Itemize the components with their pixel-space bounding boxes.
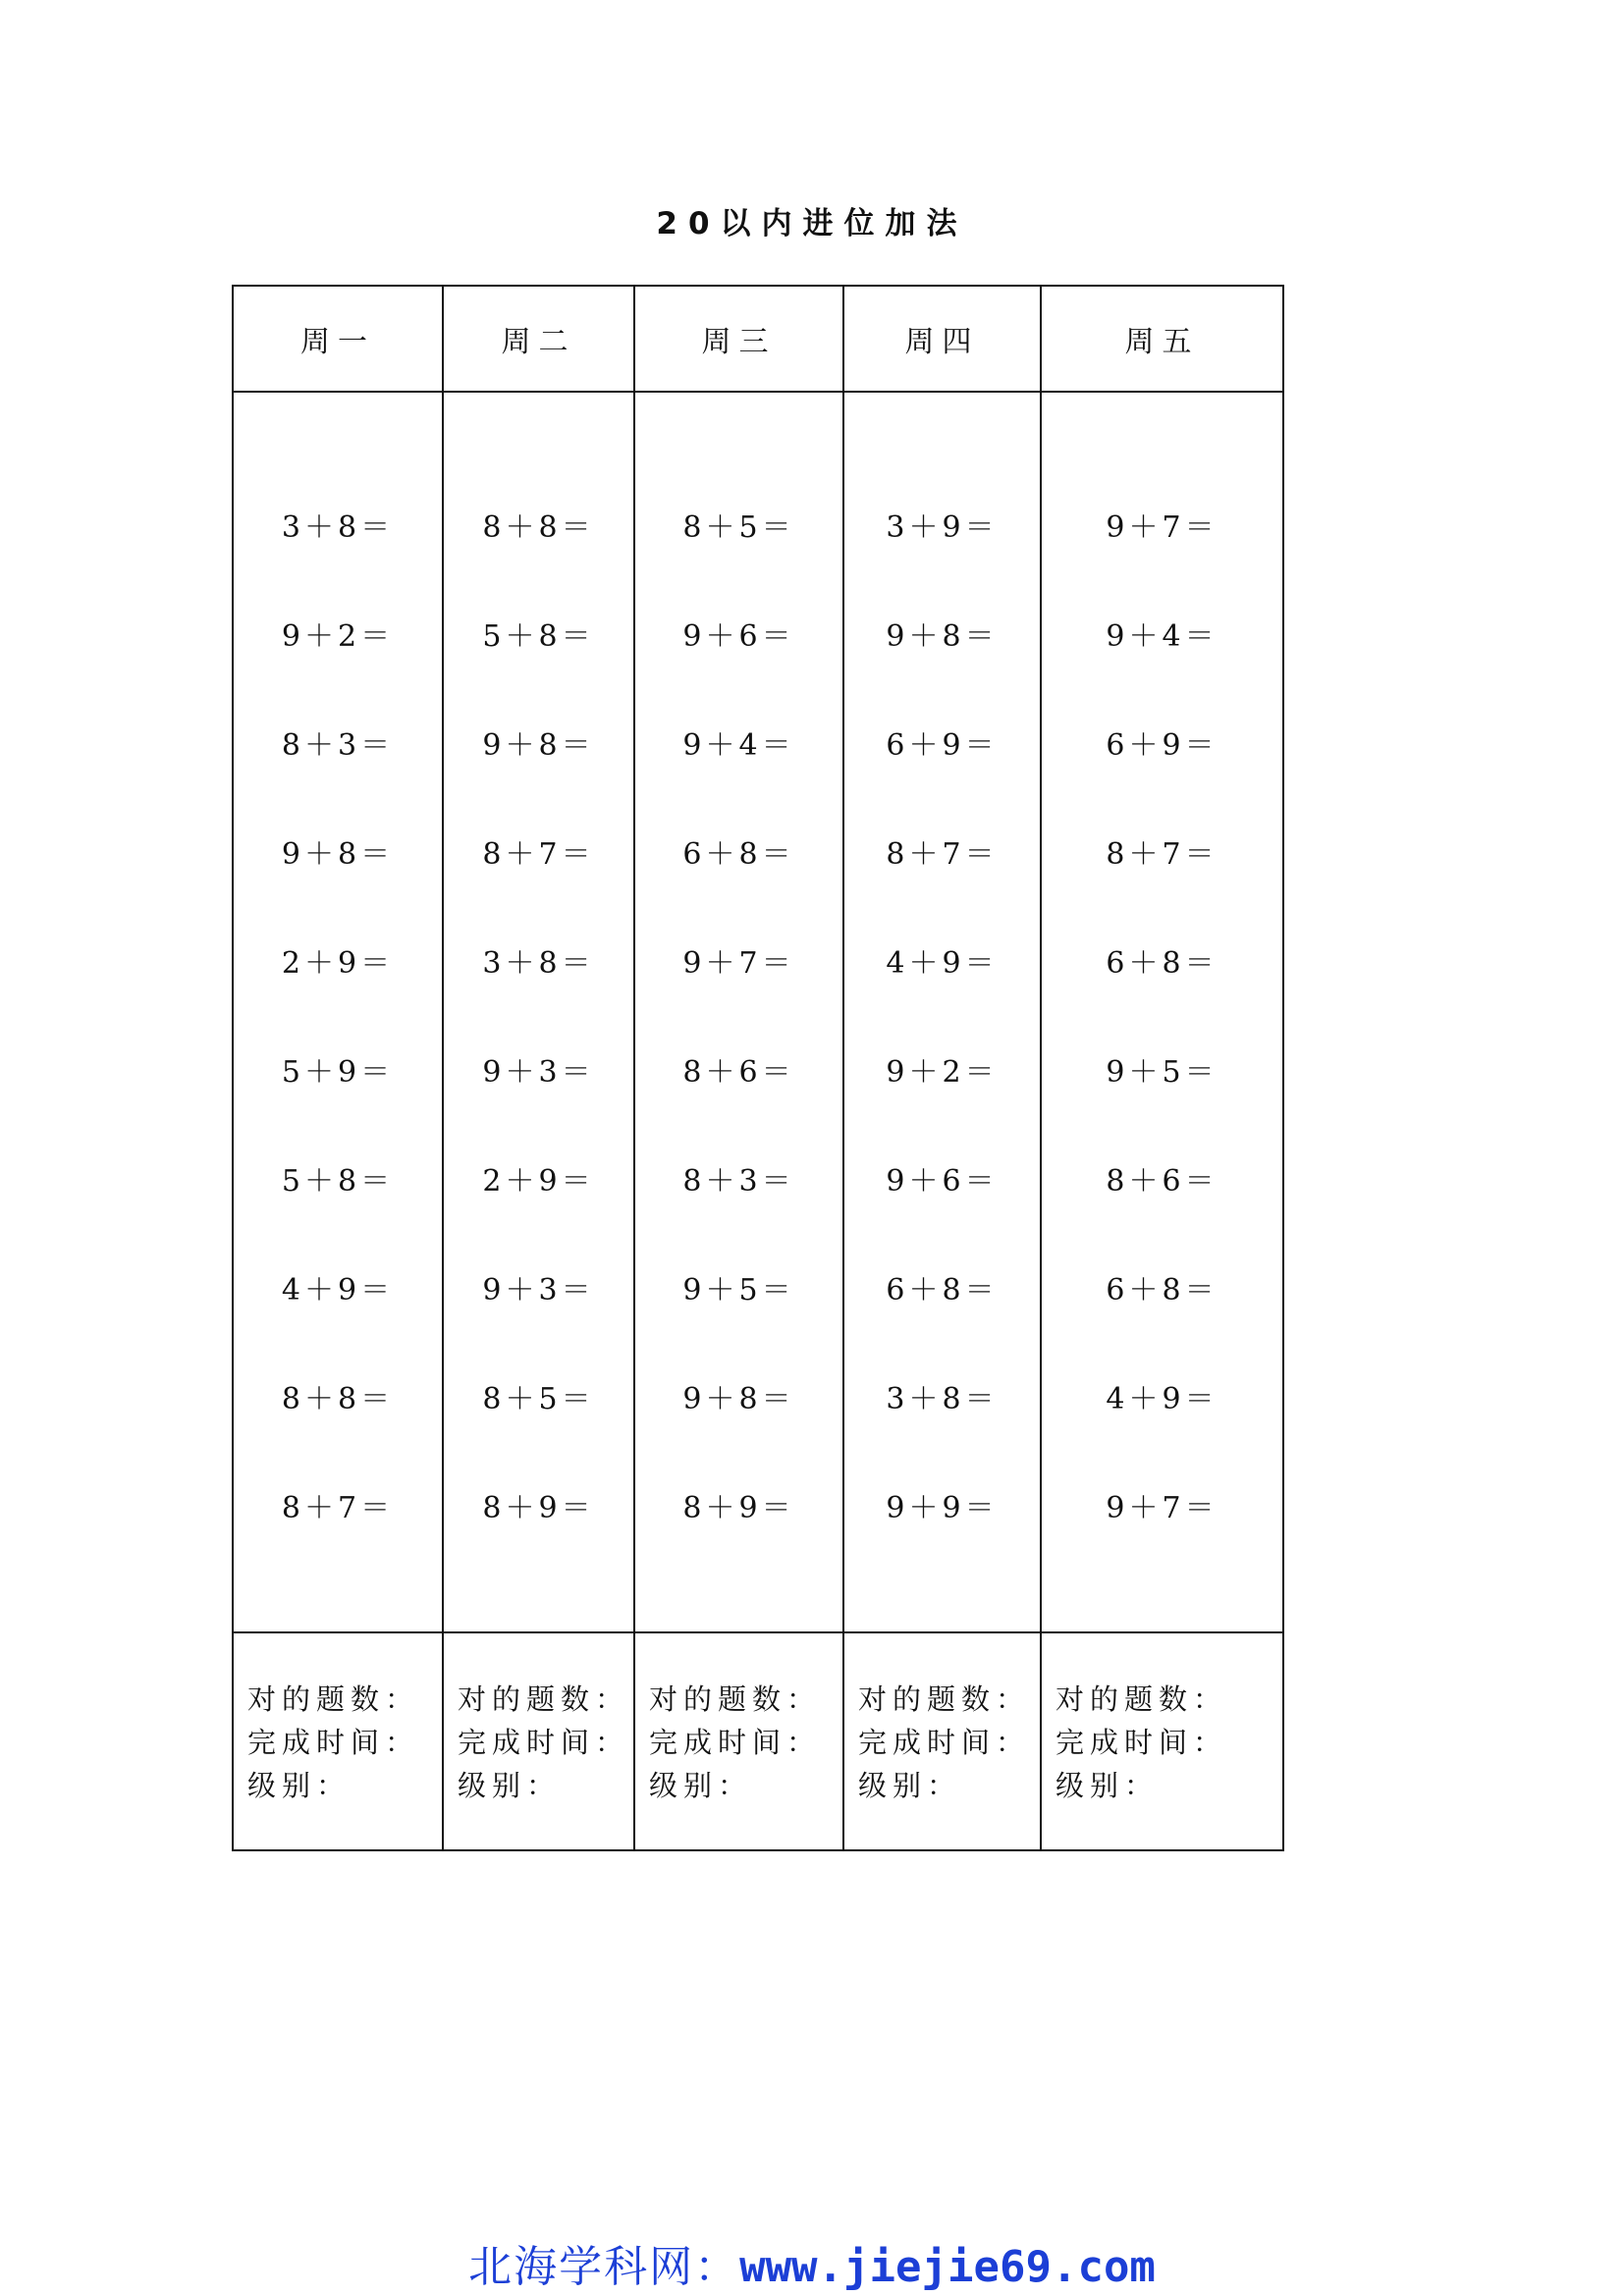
- level-label: 级别：: [458, 1769, 562, 1802]
- addition-problem: 5＋8＝: [482, 619, 595, 654]
- addition-problem: 9＋6＝: [682, 619, 795, 654]
- problems-tuesday: [443, 392, 634, 1632]
- site-name: 北海学科网：: [468, 2242, 740, 2292]
- page-title: 20以内进位加法: [656, 206, 968, 241]
- results-friday: [1041, 1632, 1283, 1850]
- addition-problem: 9＋8＝: [682, 1382, 795, 1416]
- addition-problem: 9＋7＝: [682, 946, 795, 981]
- weekday-header-row: [233, 286, 1283, 392]
- addition-problem: 6＋9＝: [1106, 728, 1218, 763]
- results-tuesday: [443, 1632, 634, 1850]
- addition-problem: 8＋9＝: [482, 1491, 595, 1525]
- problem-list: [844, 393, 1040, 1600]
- results-wednesday: [634, 1632, 843, 1850]
- addition-problem: 9＋2＝: [886, 1055, 999, 1090]
- level-label: 级别：: [858, 1769, 962, 1802]
- problems-friday: [1041, 392, 1283, 1632]
- addition-problem: 9＋5＝: [1106, 1055, 1218, 1090]
- problems-thursday: [843, 392, 1041, 1632]
- addition-problem: 9＋8＝: [281, 837, 395, 872]
- problem-list: [635, 393, 842, 1600]
- worksheet-table: [232, 285, 1284, 1851]
- problems-monday: [233, 392, 443, 1632]
- header-tuesday: 周二: [443, 286, 634, 392]
- site-footer: [0, 2231, 1624, 2294]
- addition-problem: 3＋8＝: [482, 946, 595, 981]
- addition-problem: 9＋3＝: [482, 1055, 595, 1090]
- header-thursday: 周四: [843, 286, 1041, 392]
- correct-count-label: 对的题数：: [858, 1682, 1031, 1716]
- results-row: [233, 1632, 1283, 1850]
- addition-problem: 8＋5＝: [682, 510, 795, 545]
- addition-problem: 2＋9＝: [281, 946, 395, 981]
- addition-problem: 9＋8＝: [482, 728, 595, 763]
- addition-problem: 3＋8＝: [281, 510, 395, 545]
- level-label: 级别：: [1056, 1769, 1160, 1802]
- addition-problem: 8＋7＝: [281, 1491, 395, 1525]
- addition-problem: 9＋6＝: [886, 1164, 999, 1199]
- addition-problem: 4＋9＝: [281, 1273, 395, 1308]
- addition-problem: 4＋9＝: [1106, 1382, 1218, 1416]
- problem-list: [1042, 393, 1282, 1600]
- addition-problem: 8＋7＝: [1106, 837, 1218, 872]
- correct-count-label: 对的题数：: [458, 1682, 630, 1716]
- header-wednesday: 周三: [634, 286, 843, 392]
- addition-problem: 4＋9＝: [886, 946, 999, 981]
- addition-problem: 9＋4＝: [1106, 619, 1218, 654]
- problems-row: [233, 392, 1283, 1632]
- addition-problem: 3＋8＝: [886, 1382, 999, 1416]
- addition-problem: 9＋9＝: [886, 1491, 999, 1525]
- addition-problem: 6＋8＝: [886, 1273, 999, 1308]
- addition-problem: 8＋8＝: [281, 1382, 395, 1416]
- addition-problem: 5＋9＝: [281, 1055, 395, 1090]
- addition-problem: 6＋9＝: [886, 728, 999, 763]
- level-label: 级别：: [247, 1769, 352, 1802]
- level-label: 级别：: [649, 1769, 753, 1802]
- addition-problem: 8＋3＝: [281, 728, 395, 763]
- addition-problem: 9＋4＝: [682, 728, 795, 763]
- addition-problem: 9＋8＝: [886, 619, 999, 654]
- results-thursday: [843, 1632, 1041, 1850]
- site-url-link[interactable]: www.jiejie69.com: [739, 2242, 1156, 2292]
- addition-problem: 8＋9＝: [682, 1491, 795, 1525]
- addition-problem: 9＋2＝: [281, 619, 395, 654]
- addition-problem: 8＋8＝: [482, 510, 595, 545]
- addition-problem: 6＋8＝: [1106, 1273, 1218, 1308]
- addition-problem: 2＋9＝: [482, 1164, 595, 1199]
- completion-time-label: 完成时间：: [247, 1726, 420, 1759]
- problems-wednesday: [634, 392, 843, 1632]
- addition-problem: 6＋8＝: [682, 837, 795, 872]
- header-friday: 周五: [1041, 286, 1283, 392]
- addition-problem: 8＋7＝: [886, 837, 999, 872]
- completion-time-label: 完成时间：: [858, 1726, 1031, 1759]
- addition-problem: 9＋5＝: [682, 1273, 795, 1308]
- addition-problem: 6＋8＝: [1106, 946, 1218, 981]
- header-monday: 周一: [233, 286, 443, 392]
- addition-problem: 8＋6＝: [682, 1055, 795, 1090]
- addition-problem: 5＋8＝: [281, 1164, 395, 1199]
- addition-problem: 9＋3＝: [482, 1273, 595, 1308]
- correct-count-label: 对的题数：: [247, 1682, 420, 1716]
- completion-time-label: 完成时间：: [649, 1726, 822, 1759]
- addition-problem: 8＋5＝: [482, 1382, 595, 1416]
- results-monday: [233, 1632, 443, 1850]
- problem-list: [234, 393, 442, 1600]
- correct-count-label: 对的题数：: [1056, 1682, 1228, 1716]
- problem-list: [444, 393, 633, 1600]
- completion-time-label: 完成时间：: [1056, 1726, 1228, 1759]
- addition-problem: 8＋6＝: [1106, 1164, 1218, 1199]
- addition-problem: 3＋9＝: [886, 510, 999, 545]
- completion-time-label: 完成时间：: [458, 1726, 630, 1759]
- addition-problem: 9＋7＝: [1106, 1491, 1218, 1525]
- addition-problem: 8＋3＝: [682, 1164, 795, 1199]
- addition-problem: 8＋7＝: [482, 837, 595, 872]
- correct-count-label: 对的题数：: [649, 1682, 822, 1716]
- addition-problem: 9＋7＝: [1106, 510, 1218, 545]
